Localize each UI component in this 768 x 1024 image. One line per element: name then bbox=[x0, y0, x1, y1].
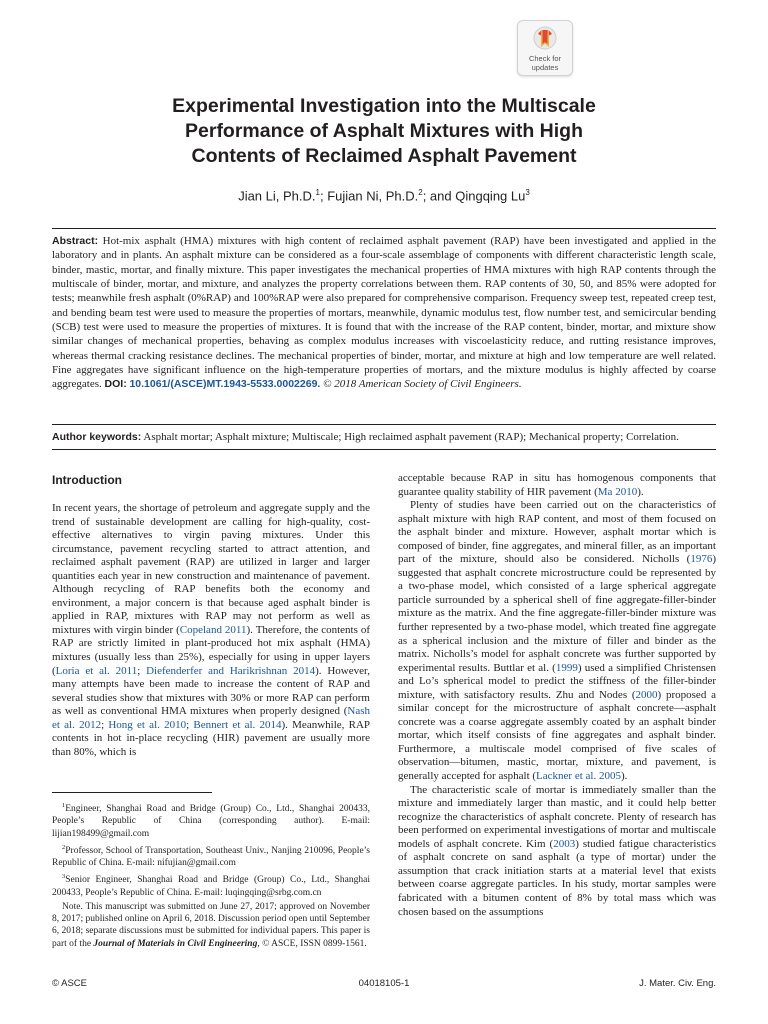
footer-article-number: 04018105-1 bbox=[358, 978, 410, 989]
submission-note bbox=[52, 901, 370, 950]
footnote-affiliation-1 bbox=[52, 800, 370, 840]
body-text: ). bbox=[637, 485, 644, 498]
body-text: ; bbox=[101, 718, 109, 731]
check-for-updates-label: Check for updates bbox=[528, 54, 562, 72]
citation-link[interactable]: Copeland 2011 bbox=[179, 623, 247, 636]
citation-link[interactable]: Diefenderfer and Harikrishnan 2014 bbox=[146, 664, 316, 677]
body-text: ). However, many attempts have been made to increase the content of RAP and several studies show that mixtures with 30% or more RAP can perform as well as conventional HMA mixtures when properly designed ( bbox=[52, 664, 370, 718]
citation-link[interactable]: 1999 bbox=[555, 661, 578, 674]
footer-journal-abbrev: J. Mater. Civ. Eng. bbox=[639, 978, 716, 989]
body-text: ) suggested that asphalt concrete microstructure could be represented by a two-phase model, which consisted of a large spherical aggregate particle surrounded by a spherical shell of fine aggregate-filler-binder mixture as the matrix. And the fine aggregate-filler-binder mixture was further represented by a two-phase model, which treated fine aggregate as a spherical inclusion and the mixture of filler and binder as the matrix. Nicholls’s model for asphalt concrete was further supported by experimental results. Buttlar et al. ( bbox=[398, 553, 716, 674]
footnote-text: Senior Engineer, Shanghai Road and Bridge (Group) Co., Ltd., Shanghai 200433, People’s Republic of China. E-mail: luqingqing@srbg.com.cn bbox=[52, 875, 370, 898]
abstract bbox=[52, 234, 716, 392]
citation-link[interactable]: 2000 bbox=[635, 688, 658, 701]
citation-link[interactable]: Lackner et al. 2005 bbox=[536, 770, 621, 783]
footnote-affiliation-3 bbox=[52, 871, 370, 899]
abstract-top-rule bbox=[52, 228, 716, 229]
left-column bbox=[52, 472, 370, 759]
author-name: Jian Li, Ph.D. bbox=[238, 188, 316, 204]
body-text: ) used a simplified Christensen and Lo’s spherical model to predict the stiffness of the filler-binder mixture, with satisfactory results. Zhu and Nodes ( bbox=[398, 661, 716, 701]
check-for-updates-icon bbox=[532, 25, 558, 53]
body-text: ). Therefore, the contents of RAP are strictly limited in plant-produced hot mix asphalt (HMA) mixtures (usually less than 25%), especially for using in upper layers ( bbox=[52, 623, 370, 677]
citation-link[interactable]: Bennert et al. 2014 bbox=[193, 718, 282, 731]
body-text: ). Meanwhile, RAP contents in hot in-place recycling (HIR) pavement are usually more than 80%, which is bbox=[52, 718, 371, 758]
citation-link[interactable]: Loria et al. 2011 bbox=[55, 664, 138, 677]
note-text: , © ASCE, ISSN 0899-1561. bbox=[257, 938, 367, 949]
keywords-bottom-rule bbox=[52, 449, 716, 450]
paper-title: Experimental Investigation into the Multiscale Performance of Asphalt Mixtures with High Contents of Reclaimed Asphalt Pavement bbox=[172, 95, 596, 167]
author-affiliation-mark: 3 bbox=[525, 188, 530, 197]
footnote-affiliation-2 bbox=[52, 842, 370, 870]
citation-link[interactable]: Nash et al. 2012 bbox=[52, 705, 370, 731]
author-name: Fujian Ni, Ph.D. bbox=[327, 188, 419, 204]
doi-link[interactable]: 10.1061/(ASCE)MT.1943-5533.0002269. bbox=[129, 378, 321, 391]
note-text: Note. This manuscript was submitted on June 27, 2017; approved on November 8, 2017; published online on April 6, 2018. Discussion period open until September 6, 2018; separate discussions must be submitted for individual papers. This paper is part of the bbox=[52, 901, 370, 949]
footnote-text: Professor, School of Transportation, Southeast Univ., Nanjing 210096, People’s Republic of China. E-mail: nifujian@gmail.com bbox=[52, 845, 370, 869]
body-text: The characteristic scale of mortar is immediately smaller than the mixture and immediately larger than mastic, and it could help better recognize the characteristics of asphalt concrete. Plenty of research has been performed on experimental investigations of mortar and multiscale models of asphalt concrete. Kim ( bbox=[398, 783, 716, 850]
body-text: Plenty of studies have been carried out on the characteristics of asphalt mixture with high RAP content, and most of them focused on the asphalt binder and mixture. However, asphalt mortar which is composed of binder, fine aggregates, and mineral filler, as an important part of the mixture, should also be considered. Nicholls ( bbox=[398, 499, 716, 566]
abstract-label: Abstract: bbox=[52, 235, 99, 247]
body-paragraph bbox=[398, 784, 716, 919]
body-text: ) proposed a similar concept for the microstructure of asphalt concrete—asphalt concrete was a coarse aggregate assembly coated by an asphalt binder mortar, which itself consists of fine aggregates and asphalt binder. Furthermore, a multiscale model comprised of five scales of observation—bitumen, mastic, mortar, mixture, and pavement, is generally accepted for asphalt ( bbox=[398, 688, 716, 783]
keywords-label: Author keywords: bbox=[52, 431, 142, 443]
body-paragraph bbox=[398, 472, 716, 499]
body-text: ; bbox=[186, 718, 194, 731]
footnotes bbox=[52, 800, 370, 952]
author-name: Qingqing Lu bbox=[455, 188, 526, 204]
citation-link[interactable]: 1976 bbox=[690, 553, 713, 566]
abstract-text: Hot-mix asphalt (HMA) mixtures with high content of reclaimed asphalt pavement (RAP) have been investigated and applied in the laboratory and in plants. An asphalt mixture can be considered as a four-scale assemblage of components with different characteristic length scale, binder, mastic, mortar, and finally mixture. This paper investigates the mechanical properties of HMA mixtures with high RAP contents through the multiscale of binder, mortar, and mixture, and analyzes the property correlations between them. RAP contents of 30, 50, and 85% were adopted for tests; meanwhile fresh asphalt (0%RAP) and 100%RAP were also prepared for comprehensive comparison. Frequency sweep test, repeated creep test, and bending beam test were used to measure the properties of mortars, meanwhile, dynamic modulus test, flow number test, and semicircular bending (SCB) test were used to measure the properties of mixtures. It is found that with the increase of the RAP content, binder, mortar, and mixture show similar changes of mechanical properties, behaving as complex modulus increases with viscoelasticity reduce, and rutting resistance improves, whereas thermal cracking resistance declines. The mechanical properties of binder, mortar, and mixture at high and low temperature are well related. Fine aggregates have significant influence on the high-temperature properties of mortars, and the mixture modulus is highly affected by coarse aggregates. bbox=[52, 235, 716, 391]
body-text: ) studied fatigue characteristics of asphalt concrete on sand asphalt (a type of mortar) under the assumption that crack initiation starts at a material level that exists between coarse aggregate particles. In his study, mortar samples were fabricated with a bitumen content of 8% by total mass which was chosen based on the assumptions bbox=[398, 837, 716, 918]
footnote-rule bbox=[52, 792, 212, 793]
keywords-top-rule bbox=[52, 424, 716, 425]
citation-link[interactable]: Hong et al. 2010 bbox=[108, 718, 187, 731]
keywords-text: Asphalt mortar; Asphalt mixture; Multiscale; High reclaimed asphalt pavement (RAP); Mechanical property; Correlation. bbox=[143, 431, 679, 443]
author-separator: ; bbox=[319, 188, 328, 204]
body-text: ). bbox=[620, 770, 628, 783]
footnote-mark: 3 bbox=[62, 873, 66, 881]
author-list bbox=[60, 185, 708, 204]
journal-name: Journal of Materials in Civil Engineering bbox=[93, 938, 258, 949]
page-footer bbox=[52, 976, 716, 992]
author-affiliation-mark: 2 bbox=[418, 188, 423, 197]
footnote-mark: 2 bbox=[62, 843, 66, 851]
copyright-notice: © 2018 American Society of Civil Engineers. bbox=[323, 378, 522, 391]
check-for-updates-badge[interactable] bbox=[517, 20, 573, 76]
body-text: acceptable because RAP in situ has homogenous components that guarantee quality stability of HIR pavement ( bbox=[398, 472, 716, 498]
body-paragraph bbox=[398, 499, 716, 783]
author-affiliation-mark: 1 bbox=[315, 188, 320, 197]
author-separator: ; and bbox=[422, 188, 456, 204]
body-text: ; bbox=[137, 664, 147, 677]
footnote-text: Engineer, Shanghai Road and Bridge (Group) Co., Ltd., Shanghai 200433, People’s Republic of China (corresponding author). E-mail: lijian198499@gmail.com bbox=[52, 804, 370, 839]
footer-copyright: © ASCE bbox=[52, 978, 87, 989]
body-text: In recent years, the shortage of petroleum and aggregate supply and the trend of sustainable development are calling for high-quality, cost-effective alternatives to virgin paving mixtures. Under this circumstance, pavement recycling started to attract attention, and reclaimed asphalt pavement (RAP) are utilized in larger and larger quantities each year in new construction and maintenance of pavement. Although recycling of RAP benefits both the economy and environment, a major concern is that because aged asphalt binder is applied in RAP, mixtures with RAP may not perform as well as mixtures with virgin binder ( bbox=[52, 502, 370, 636]
doi-label: DOI: bbox=[104, 378, 127, 391]
intro-paragraph bbox=[52, 502, 370, 759]
right-column bbox=[398, 472, 716, 919]
author-keywords bbox=[52, 430, 716, 444]
citation-link[interactable]: 2003 bbox=[553, 837, 576, 850]
section-heading-introduction: Introduction bbox=[52, 473, 122, 487]
footnote-mark: 1 bbox=[62, 802, 66, 809]
citation-link[interactable]: Ma 2010 bbox=[597, 485, 638, 498]
